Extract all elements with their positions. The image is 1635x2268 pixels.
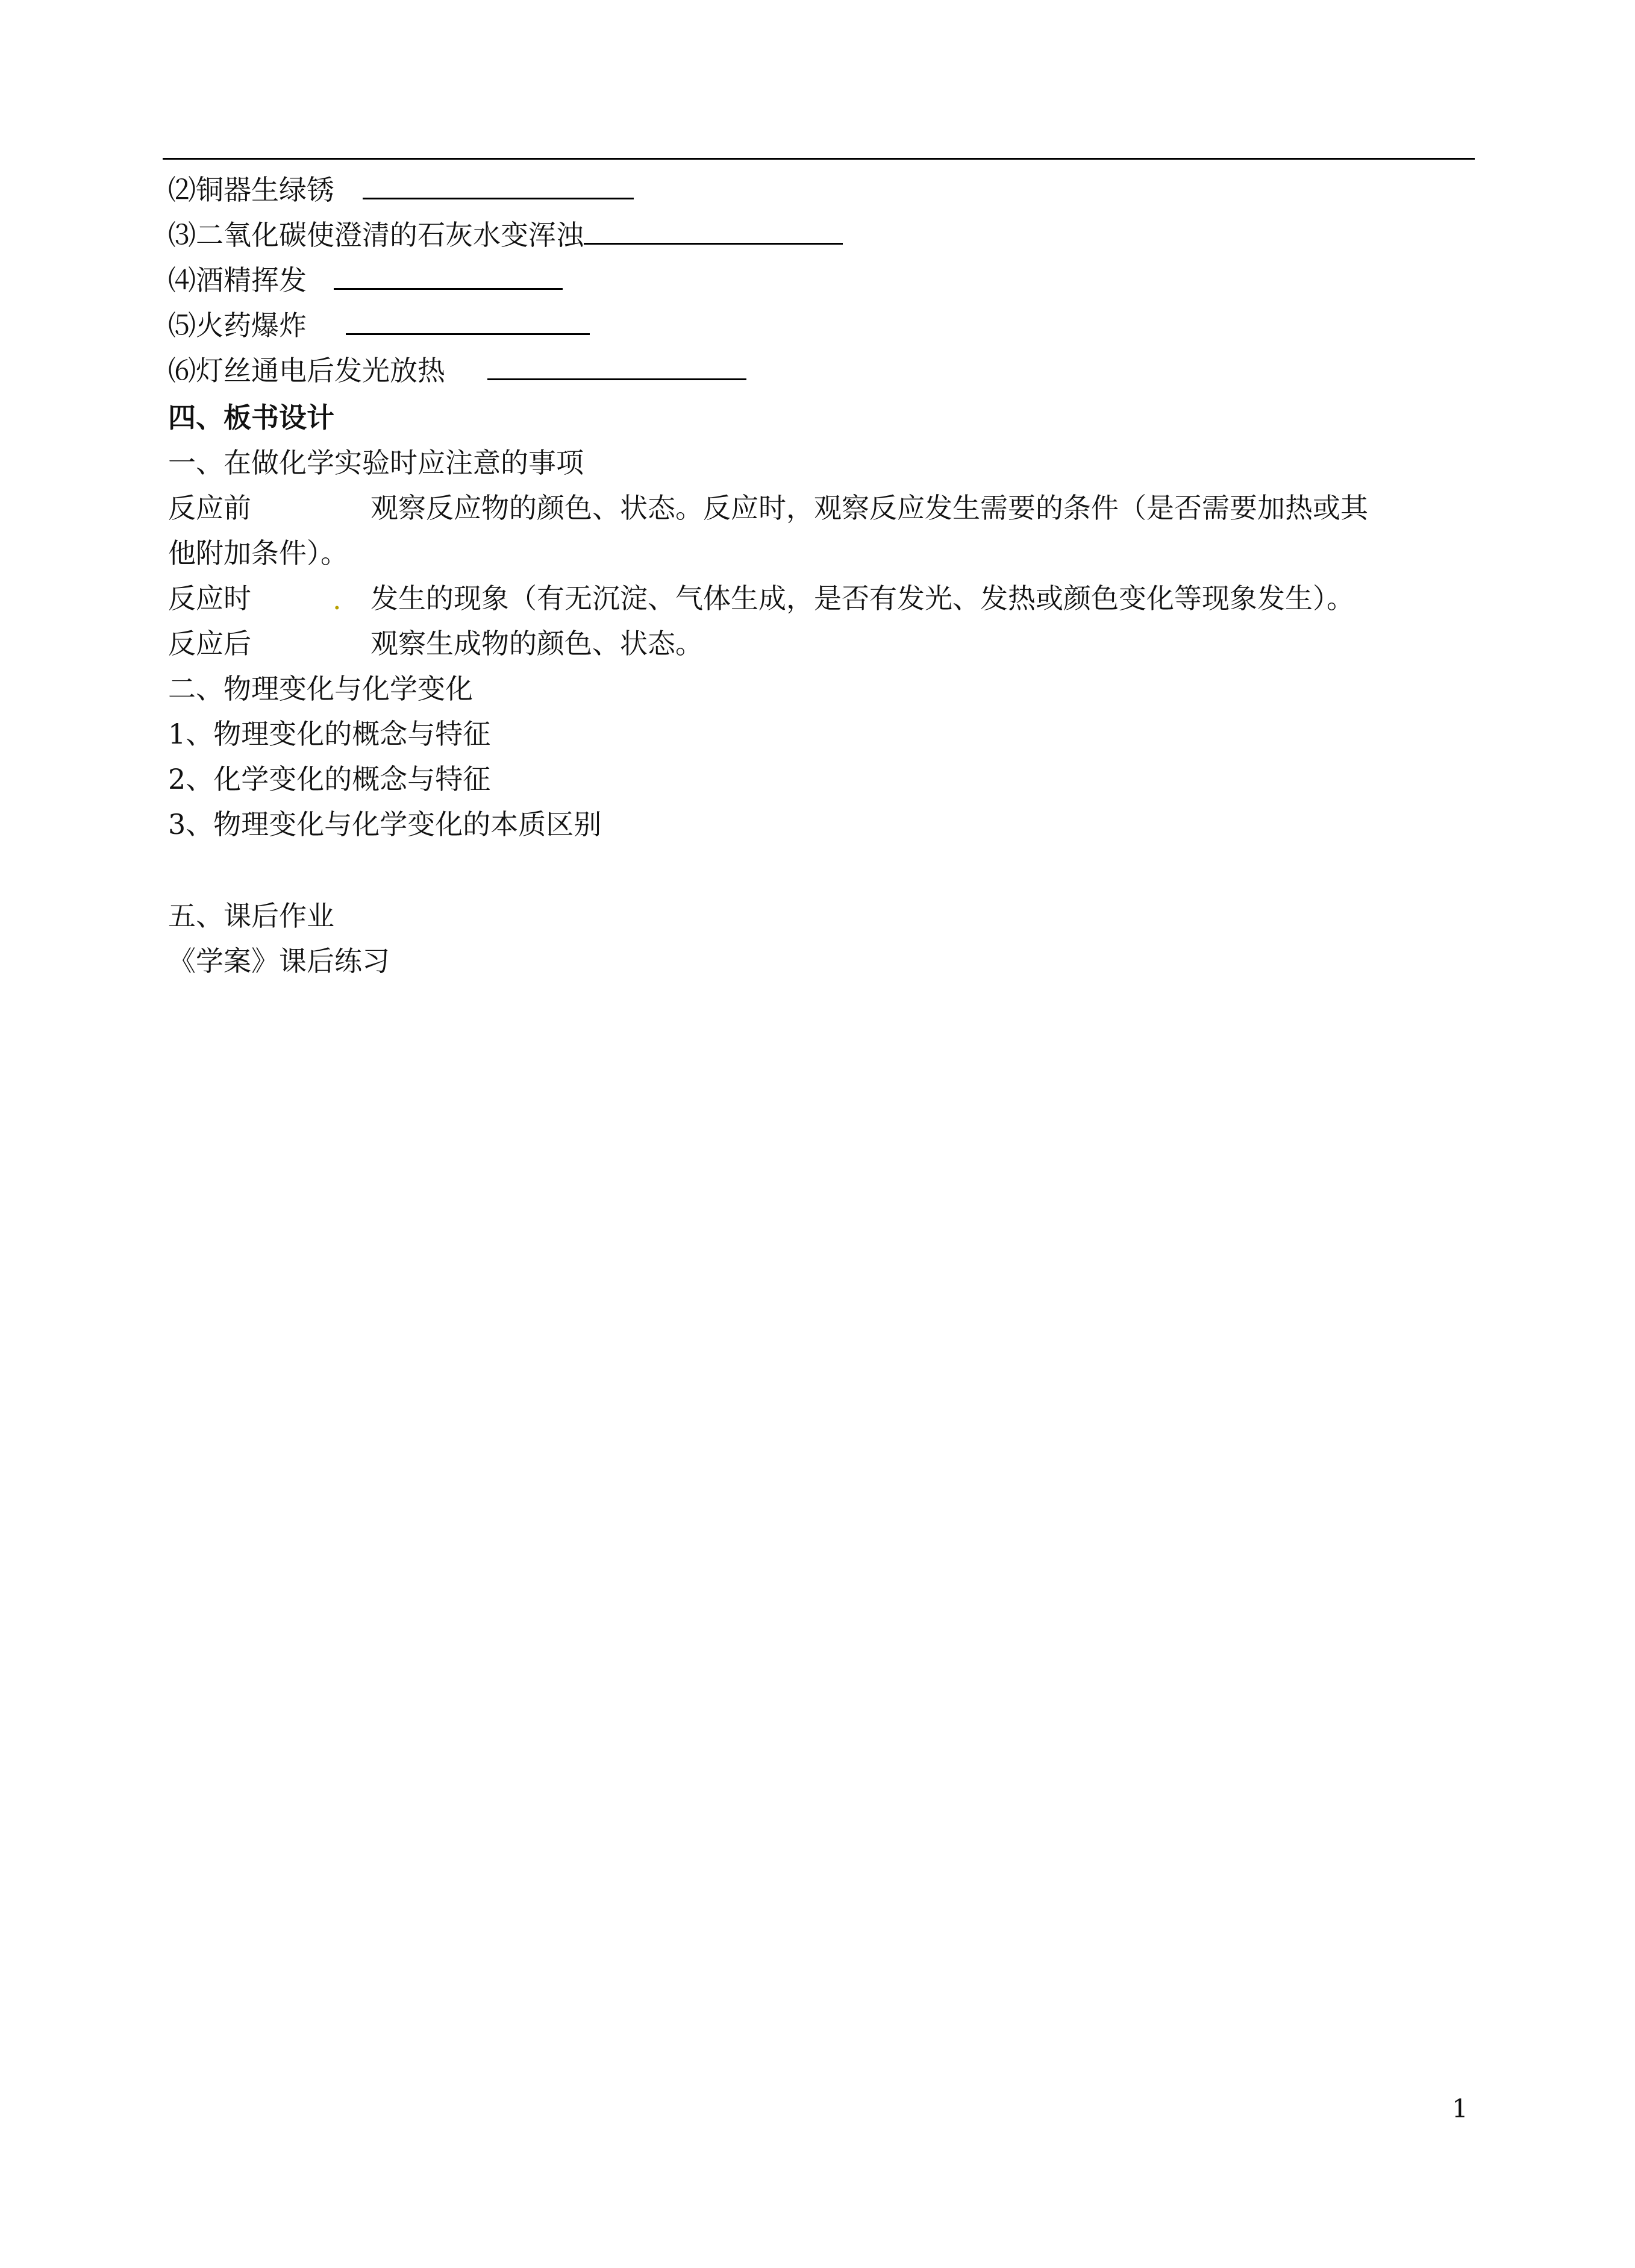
during-label: 反应时 [168, 582, 251, 615]
question-item-4: ⑷酒精挥发 [168, 262, 563, 298]
during-reaction-row [168, 580, 1354, 616]
after-label: 反应后 [168, 627, 251, 660]
before-label: 反应前 [168, 492, 251, 524]
after-reaction-row [168, 625, 703, 662]
subheading-2: 二、物理变化与化学变化 [168, 672, 473, 705]
answer-blank[interactable] [346, 309, 590, 335]
answer-blank[interactable] [487, 354, 746, 380]
section-4-title: 四、板书设计 [168, 401, 334, 434]
answer-blank[interactable] [334, 264, 563, 290]
stray-dot-mark: . [333, 583, 342, 616]
before-reaction-row [168, 490, 1368, 526]
point-2: 2、化学变化的概念与特征 [168, 763, 491, 795]
point-3: 3、物理变化与化学变化的本质区别 [168, 808, 602, 841]
question-item-2: ⑵铜器生绿锈 [168, 172, 634, 208]
question-item-3: ⑶二氧化碳使澄清的石灰水变浑浊 [168, 217, 843, 253]
question-item-6: ⑹灯丝通电后发光放热 [168, 352, 746, 389]
header-rule [163, 158, 1475, 160]
after-text: 观察生成物的颜色、状态。 [370, 627, 703, 660]
subheading-1: 一、在做化学实验时应注意的事项 [168, 446, 584, 479]
during-text: 发生的现象（有无沉淀、气体生成，是否有发光、发热或颜色变化等现象发生）。 [370, 582, 1354, 615]
page-number: 1 [1452, 2094, 1468, 2123]
question-item-5: ⑸火药爆炸 [168, 307, 590, 343]
section-5-title: 五、课后作业 [168, 900, 334, 932]
before-reaction-cont: 他附加条件）。 [168, 537, 348, 569]
answer-blank[interactable] [584, 219, 843, 245]
before-text: 观察反应物的颜色、状态。反应时，观察反应发生需要的条件（是否需要加热或其 [370, 492, 1368, 524]
answer-blank[interactable] [363, 174, 634, 199]
homework-text: 《学案》课后练习 [168, 945, 390, 977]
point-1: 1、物理变化的概念与特征 [168, 718, 491, 750]
